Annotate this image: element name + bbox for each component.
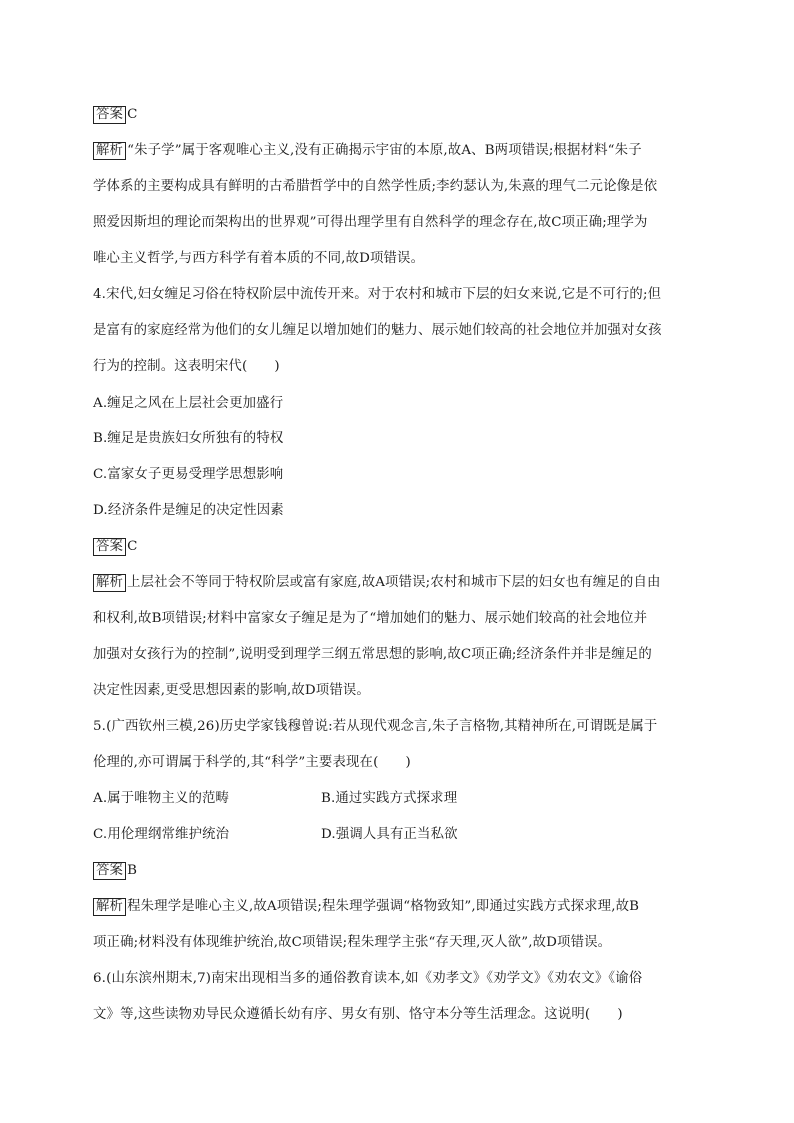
q4-option-d: D.经济条件是缠足的决定性因素: [93, 503, 284, 518]
q4-stem-line: 4.宋代,妇女缠足习俗在特权阶层中流传开来。对于农村和城市下层的妇女来说,它是不可行的;但: [93, 287, 662, 302]
q5-stem-line: 伦理的,亦可谓属于科学的,其“科学”主要表现在( ): [93, 755, 411, 770]
answer-value: B: [127, 863, 138, 878]
answer-label: 答案: [93, 538, 126, 556]
q4-option-a: A.缠足之风在上层社会更加盛行: [93, 396, 284, 411]
q4-stem-line: 行为的控制。这表明宋代( ): [93, 359, 280, 374]
q4-stem-line: 是富有的家庭经常为他们的女儿缠足以增加她们的魅力、展示她们较高的社会地位并加强对女孩: [93, 323, 662, 338]
q4-analysis-line: 和权利,故B项错误;材料中富家女子缠足是为了“增加她们的魅力、展示她们较高的社会地位并: [93, 611, 648, 626]
q3-analysis-line: 学体系的主要构成具有鲜明的古希腊哲学中的自然学性质;李约瑟认为,朱熹的理气二元论像是依: [93, 179, 658, 194]
answer-value: C: [127, 539, 138, 554]
q5-option-d: D.强调人具有正当私欲: [321, 827, 458, 842]
q4-option-c: C.富家女子更易受理学思想影响: [93, 467, 284, 482]
analysis-label: 解析: [93, 898, 126, 916]
q5-answer: [93, 862, 137, 880]
q4-option-b: B.缠足是贵族妇女所独有的特权: [93, 431, 284, 446]
q5-option-b: B.通过实践方式探求理: [321, 791, 458, 806]
analysis-label: 解析: [93, 142, 126, 160]
answer-label: 答案: [93, 862, 126, 880]
q5-stem-line: 5.(广西钦州三模,26)历史学家钱穆曾说:若从现代观念言,朱子言格物,其精神所在,可谓既是属于: [93, 719, 658, 734]
q5-analysis-line: 项正确;材料没有体现维护统治,故C项错误;程朱理学主张“存天理,灭人欲”,故D项错误。: [93, 935, 612, 950]
analysis-label: 解析: [93, 574, 126, 592]
q4-analysis-line: 决定性因素,更受思想因素的影响,故D项错误。: [93, 683, 370, 698]
q3-analysis-line: 照爱因斯坦的理论而架构出的世界观”可得出理学里有自然科学的理念存在,故C项正确;理学为: [93, 215, 648, 230]
q3-analysis-line: 解析 “朱子学”属于客观唯心主义,没有正确揭示宇宙的本原,故A、B两项错误;根据材料“朱子: [93, 142, 642, 160]
q6-stem-line: 文》等,这些读物劝导民众遵循长幼有序、男女有别、恪守本分等生活理念。这说明( ): [93, 1007, 623, 1022]
answer-value: C: [127, 107, 138, 122]
q6-stem-line: 6.(山东滨州期末,7)南宋出现相当多的通俗教育读本,如《劝孝文》《劝学文》《劝农文》《谕俗: [93, 971, 643, 986]
q4-analysis-line: 解析 上层社会不等同于特权阶层或富有家庭,故A项错误;农村和城市下层的妇女也有缠足的自由: [93, 574, 661, 592]
q3-answer: [93, 106, 138, 124]
q3-analysis-line: 唯心主义哲学,与西方科学有着本质的不同,故D项错误。: [93, 251, 425, 266]
q5-analysis-line: 解析 程朱理学是唯心主义,故A项错误;程朱理学强调“格物致知”,即通过实践方式探求理,故B: [93, 898, 639, 916]
answer-label: 答案: [93, 106, 126, 124]
q5-option-c: C.用伦理纲常维护统治: [93, 827, 230, 842]
q5-option-a: A.属于唯物主义的范畴: [93, 791, 230, 806]
q4-answer: [93, 538, 138, 556]
q4-analysis-line: 加强对女孩行为的控制”,说明受到理学三纲五常思想的影响,故C项正确;经济条件并非是缠足的: [93, 647, 652, 662]
